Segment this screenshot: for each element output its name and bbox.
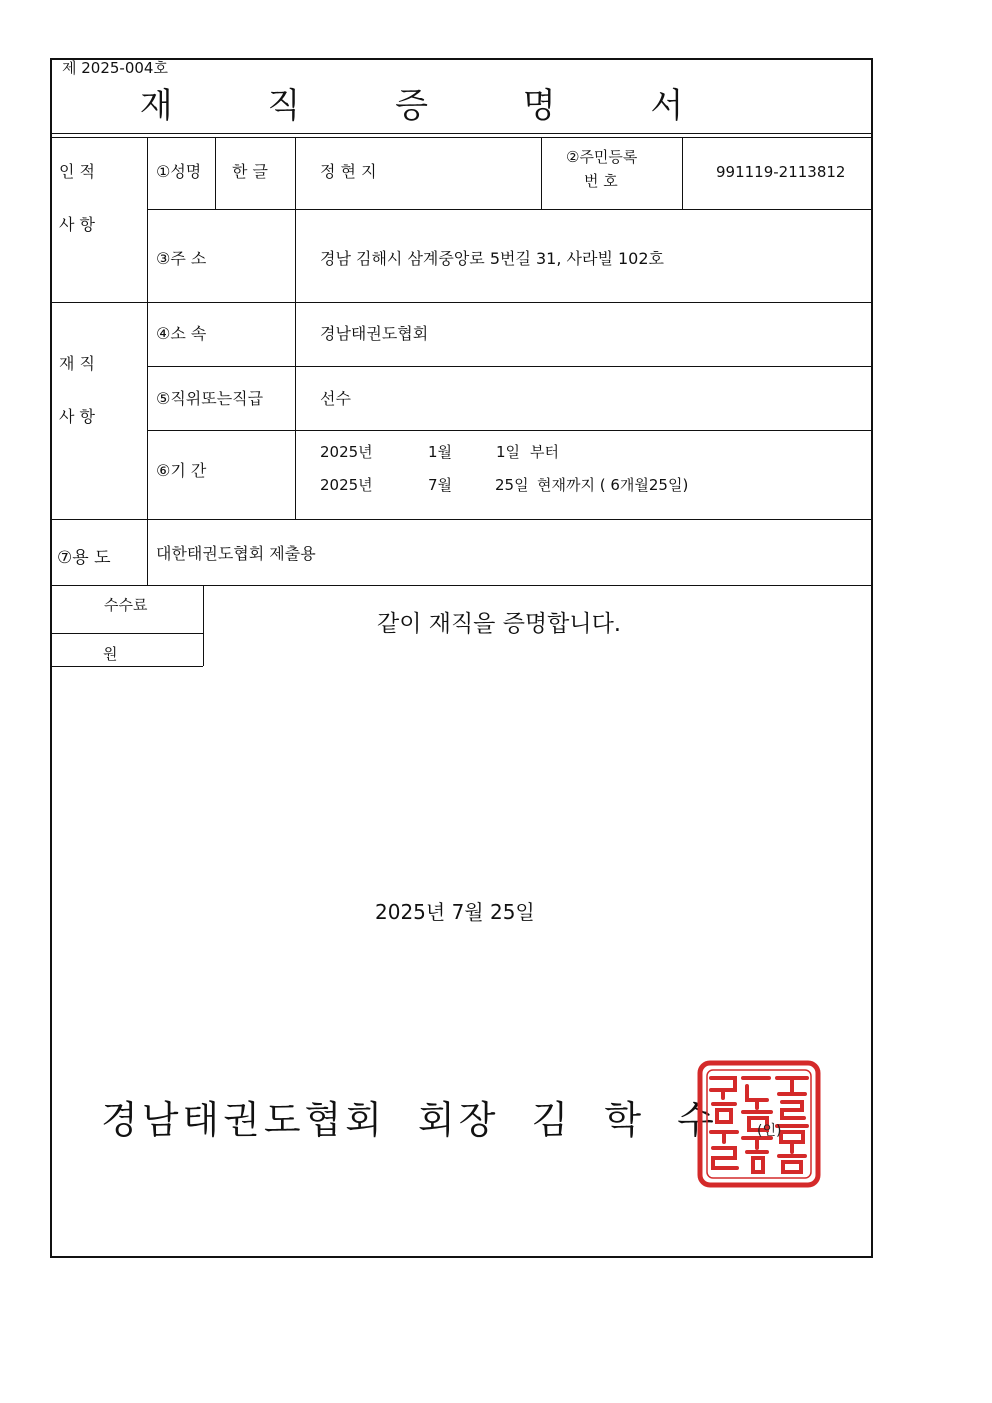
section-personal-label-1: 인 적 — [59, 162, 95, 181]
divider — [147, 366, 873, 367]
divider — [50, 302, 873, 303]
period-start-year: 2025년 — [320, 443, 373, 461]
divider — [147, 138, 148, 585]
period-end-day: 25일 — [495, 476, 529, 494]
period-end-suffix: 현재까지 ( 6개월25일) — [537, 476, 689, 494]
divider — [147, 430, 873, 431]
position-value: 선수 — [320, 389, 351, 408]
period-end-year: 2025년 — [320, 476, 373, 494]
divider — [147, 209, 873, 210]
document-title: 재 직 증 명 서 — [139, 86, 726, 126]
certify-text: 같이 재직을 증명합니다. — [377, 611, 622, 637]
position-label: ⑤직위또는직급 — [156, 389, 264, 408]
period-start-month: 1월 — [428, 443, 453, 461]
fee-unit: 원 — [103, 645, 118, 663]
divider — [203, 585, 204, 666]
divider — [50, 133, 873, 134]
purpose-label: ⑦용 도 — [57, 548, 111, 568]
name-label: ①성명 — [156, 162, 202, 181]
korean-label: 한 글 — [232, 162, 268, 181]
period-end-month: 7월 — [428, 476, 453, 494]
address-value: 경남 김해시 삼계중앙로 5번길 31, 사라빌 102호 — [320, 249, 664, 268]
period-label: ⑥기 간 — [156, 461, 207, 480]
divider — [215, 138, 216, 209]
divider — [295, 138, 296, 519]
period-start-day: 1일 — [496, 443, 521, 461]
period-start-suffix: 부터 — [530, 443, 559, 461]
section-personal-label-2: 사 항 — [59, 215, 95, 234]
rrn-label-line1: ②주민등록 — [566, 148, 638, 166]
divider — [50, 519, 873, 520]
purpose-value: 대한태권도협회 제출용 — [156, 544, 316, 563]
rrn-value: 991119-2113812 — [716, 163, 846, 181]
divider — [50, 666, 203, 667]
affiliation-value: 경남태권도협회 — [320, 324, 429, 343]
document-number: 제 2025-004호 — [62, 59, 168, 77]
affiliation-label: ④소 속 — [156, 324, 207, 343]
divider — [682, 138, 683, 209]
rrn-label-line2: 번 호 — [584, 172, 618, 190]
issuer-name: 경남태권도협회 회장 김 학 수 — [101, 1098, 718, 1142]
divider — [50, 137, 873, 138]
divider — [50, 585, 873, 586]
seal-mark: (인) — [757, 1123, 782, 1139]
name-value: 정 현 지 — [320, 162, 377, 181]
address-label: ③주 소 — [156, 249, 207, 268]
section-employment-label-2: 사 항 — [59, 407, 95, 426]
issue-date: 2025년 7월 25일 — [375, 900, 535, 924]
section-employment-label-1: 재 직 — [59, 354, 95, 373]
divider — [50, 633, 203, 634]
divider — [541, 138, 542, 209]
fee-label: 수수료 — [104, 596, 148, 614]
